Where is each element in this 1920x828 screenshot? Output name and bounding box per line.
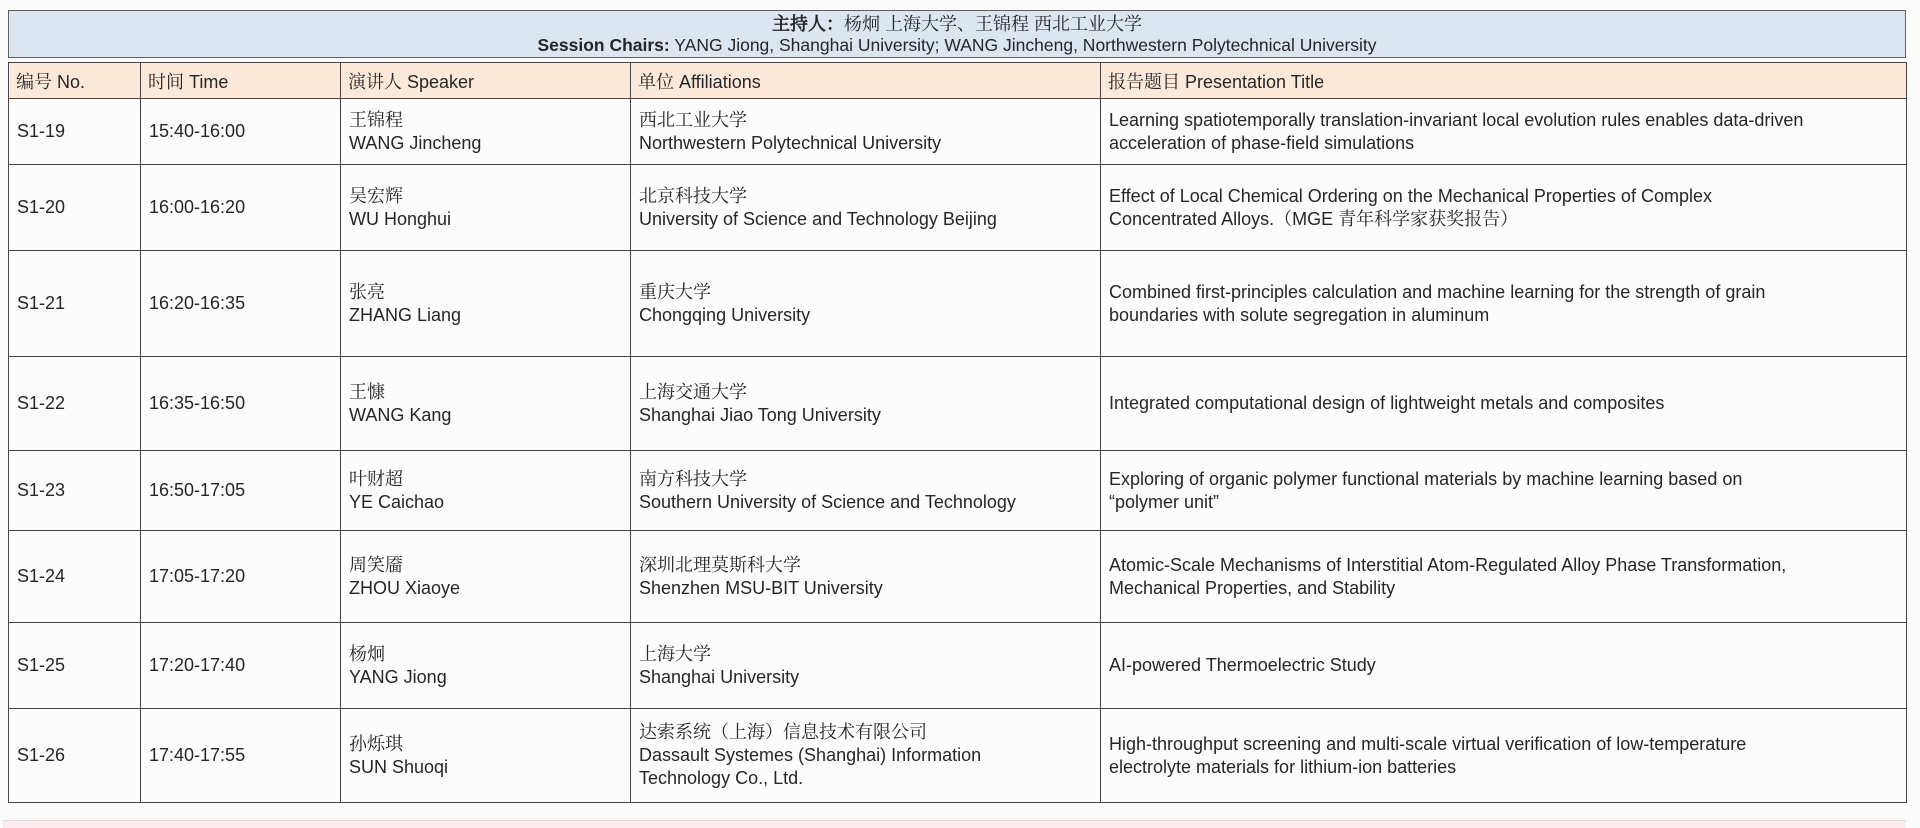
- table-row: [9, 357, 1907, 451]
- session-time: 15:40-16:00: [141, 99, 341, 165]
- session-no: S1-19: [9, 99, 141, 165]
- affiliation-en: Shanghai University: [639, 666, 800, 687]
- column-header-speaker: 演讲人 Speaker: [341, 63, 631, 99]
- affiliation-en: Shenzhen MSU-BIT University: [639, 577, 883, 598]
- affiliation-cell: [631, 251, 1101, 357]
- session-no: S1-25: [9, 623, 141, 709]
- column-header-time: 时间 Time: [141, 63, 341, 99]
- affiliation-zh: 上海交通大学: [639, 381, 747, 402]
- session-time: 17:20-17:40: [141, 623, 341, 709]
- affiliation-zh: 深圳北理莫斯科大学: [639, 554, 801, 575]
- affiliation-cell: [631, 99, 1101, 165]
- table-row: [9, 165, 1907, 251]
- presentation-title-cell: [1101, 451, 1907, 531]
- session-time: 16:50-17:05: [141, 451, 341, 531]
- speaker-name-zh: 张亮: [349, 281, 385, 302]
- affiliation-en: Northwestern Polytechnical University: [639, 132, 942, 153]
- table-row: [9, 251, 1907, 357]
- session-no: S1-26: [9, 709, 141, 803]
- affiliation-en: Chongqing University: [639, 304, 811, 325]
- session-schedule-table: [8, 62, 1907, 803]
- chairs-en-text: YANG Jiong, Shanghai University; WANG Jincheng, Northwestern Polytechnical University: [669, 35, 1377, 55]
- presentation-title: Exploring of organic polymer functional materials by machine learning based on “polymer unit”: [1109, 468, 1743, 512]
- column-header-no: 编号 No.: [9, 63, 141, 99]
- table-row: [9, 451, 1907, 531]
- affiliation-en: Dassault Systemes (Shanghai) Information Technology Co., Ltd.: [639, 745, 982, 788]
- speaker-name-zh: 周笑靥: [349, 554, 403, 575]
- affiliation-cell: [631, 165, 1101, 251]
- presentation-title: Integrated computational design of lightweight metals and composites: [1109, 393, 1665, 413]
- affiliation-zh: 西北工业大学: [639, 109, 747, 130]
- speaker-name-zh: 王锦程: [349, 109, 403, 130]
- table-row: [9, 531, 1907, 623]
- affiliation-cell: [631, 357, 1101, 451]
- session-no: S1-21: [9, 251, 141, 357]
- speaker-name-zh: 杨炯: [349, 643, 385, 664]
- speaker-cell: [341, 451, 631, 531]
- presentation-title: Atomic-Scale Mechanisms of Interstitial Atom-Regulated Alloy Phase Transformation, Mechanical Properties, and Stability: [1109, 554, 1787, 598]
- speaker-cell: [341, 357, 631, 451]
- presentation-title: Learning spatiotemporally translation-invariant local evolution rules enables data-driven acceleration of phase-field simulations: [1109, 109, 1804, 153]
- session-time: 16:00-16:20: [141, 165, 341, 251]
- presentation-title: AI-powered Thermoelectric Study: [1109, 655, 1376, 675]
- presentation-title: Combined first-principles calculation and machine learning for the strength of grain boundaries with solute segregation in aluminum: [1109, 281, 1766, 325]
- session-time: 17:40-17:55: [141, 709, 341, 803]
- affiliation-zh: 南方科技大学: [639, 468, 747, 489]
- speaker-cell: [341, 165, 631, 251]
- affiliation-cell: [631, 709, 1101, 803]
- presentation-title-cell: [1101, 709, 1907, 803]
- affiliation-en: Southern University of Science and Technology: [639, 491, 1016, 512]
- session-no: S1-22: [9, 357, 141, 451]
- speaker-name-zh: 孙烁琪: [349, 733, 403, 754]
- affiliation-en: Shanghai Jiao Tong University: [639, 404, 881, 425]
- speaker-name-en: YE Caichao: [349, 491, 445, 512]
- presentation-title: Effect of Local Chemical Ordering on the Mechanical Properties of Complex Concentrated Alloys.（MGE 青年科学家获奖报告）: [1109, 185, 1712, 229]
- speaker-cell: [341, 531, 631, 623]
- table-row: [9, 709, 1907, 803]
- speaker-cell: [341, 709, 631, 803]
- session-time: 17:05-17:20: [141, 531, 341, 623]
- session-time: 16:20-16:35: [141, 251, 341, 357]
- affiliation-en: University of Science and Technology Beijing: [639, 208, 997, 229]
- session-no: S1-23: [9, 451, 141, 531]
- chairs-en-label: Session Chairs:: [537, 35, 670, 55]
- presentation-title-cell: [1101, 99, 1907, 165]
- session-chairs-line-zh: [9, 14, 1905, 35]
- speaker-name-en: ZHOU Xiaoye: [349, 577, 461, 598]
- chairs-zh-text: 杨炯 上海大学、王锦程 西北工业大学: [843, 14, 1142, 34]
- speaker-name-en: WANG Kang: [349, 404, 452, 425]
- table-row: [9, 623, 1907, 709]
- affiliation-cell: [631, 623, 1101, 709]
- speaker-name-zh: 叶财超: [349, 468, 403, 489]
- table-header-row: [9, 63, 1907, 99]
- affiliation-zh: 北京科技大学: [639, 185, 747, 206]
- presentation-title-cell: [1101, 251, 1907, 357]
- table-row: [9, 99, 1907, 165]
- presentation-title-cell: [1101, 531, 1907, 623]
- presentation-title-cell: [1101, 165, 1907, 251]
- speaker-cell: [341, 623, 631, 709]
- presentation-title-cell: [1101, 357, 1907, 451]
- speaker-cell: [341, 99, 631, 165]
- affiliation-zh: 上海大学: [639, 643, 711, 664]
- speaker-cell: [341, 251, 631, 357]
- column-header-affiliation: 单位 Affiliations: [631, 63, 1101, 99]
- speaker-name-en: WU Honghui: [349, 208, 452, 229]
- next-section-strip: [3, 820, 1906, 828]
- speaker-name-en: SUN Shuoqi: [349, 756, 449, 777]
- chairs-zh-label: 主持人：: [771, 14, 844, 34]
- affiliation-zh: 达索系统（上海）信息技术有限公司: [639, 722, 927, 742]
- session-no: S1-20: [9, 165, 141, 251]
- speaker-name-en: WANG Jincheng: [349, 132, 482, 153]
- affiliation-zh: 重庆大学: [639, 281, 711, 302]
- speaker-name-zh: 吴宏辉: [349, 185, 403, 206]
- affiliation-cell: [631, 451, 1101, 531]
- presentation-title: High-throughput screening and multi-scale virtual verification of low-temperature electrolyte materials for lithium-ion batteries: [1109, 733, 1747, 777]
- affiliation-cell: [631, 531, 1101, 623]
- speaker-name-en: YANG Jiong: [349, 666, 447, 687]
- column-header-title: 报告题目 Presentation Title: [1101, 63, 1907, 99]
- speaker-name-zh: 王慷: [349, 381, 385, 402]
- session-no: S1-24: [9, 531, 141, 623]
- speaker-name-en: ZHANG Liang: [349, 304, 462, 325]
- presentation-title-cell: [1101, 623, 1907, 709]
- session-chairs-banner: [8, 10, 1906, 58]
- session-time: 16:35-16:50: [141, 357, 341, 451]
- session-chairs-line-en: [9, 35, 1905, 56]
